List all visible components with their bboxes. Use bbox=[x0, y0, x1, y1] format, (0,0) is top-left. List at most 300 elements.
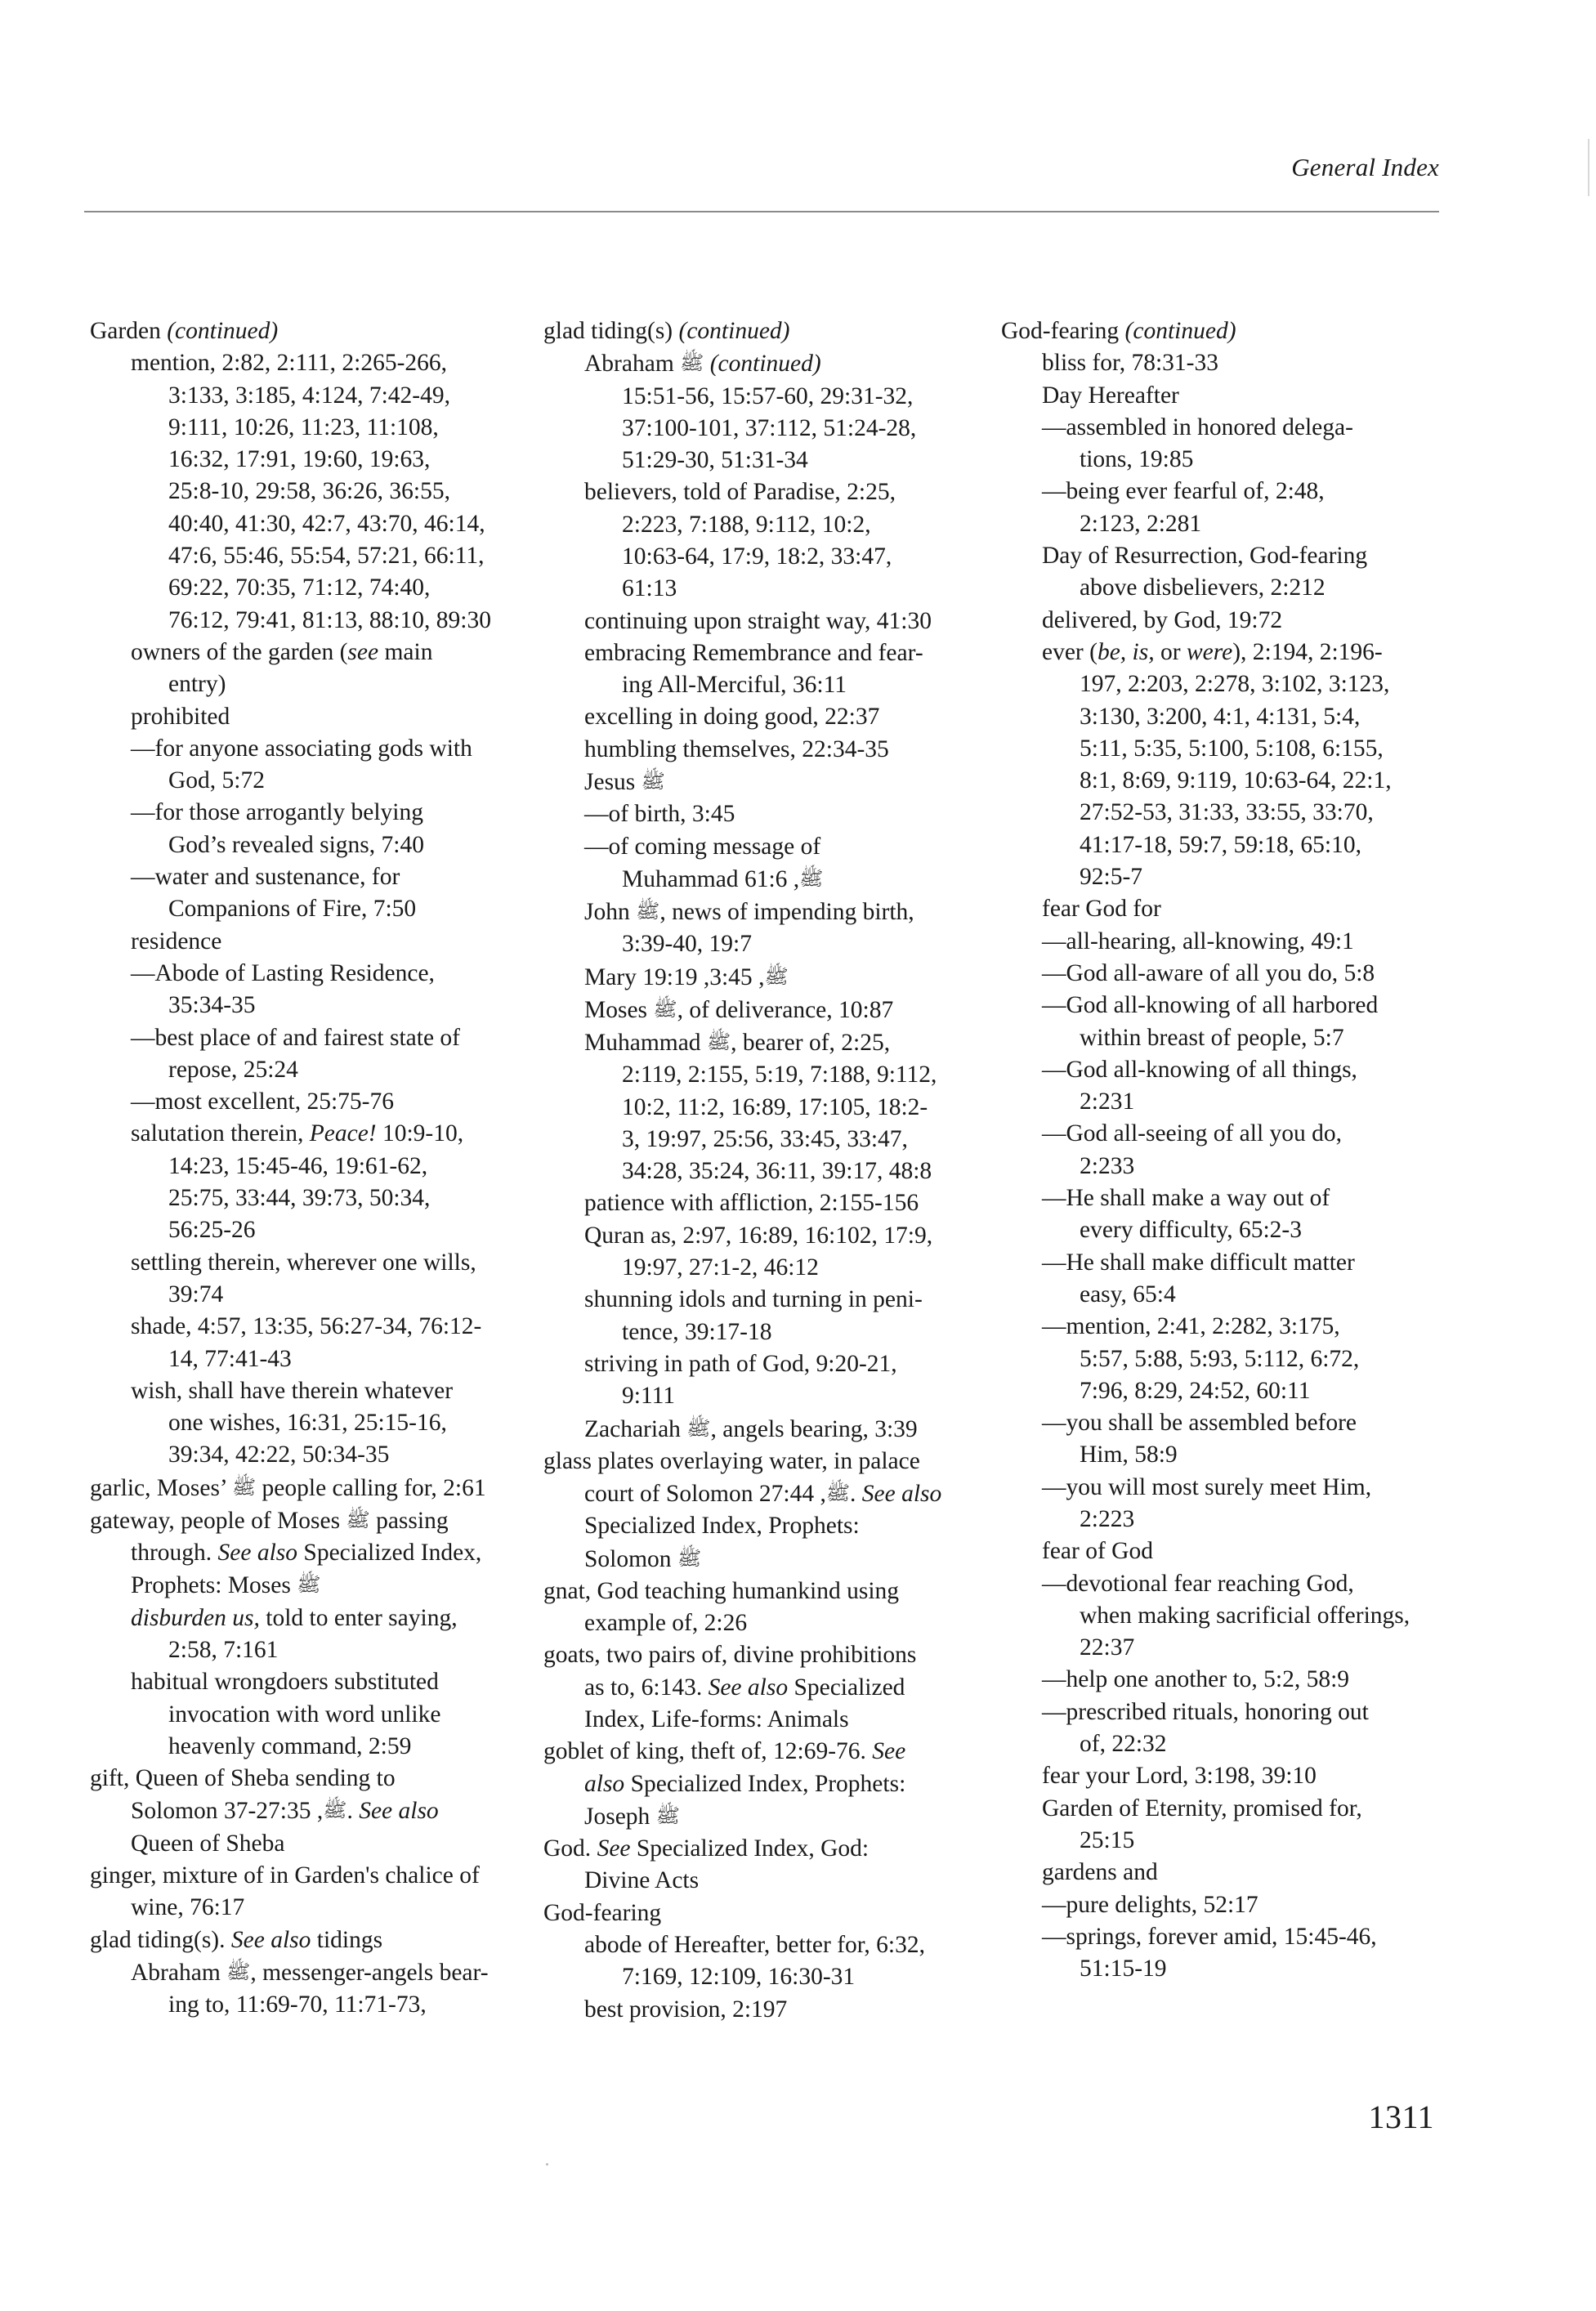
entry-text: Abraham bbox=[131, 1959, 227, 1986]
index-subentry bbox=[90, 1182, 535, 1214]
index-subentry bbox=[1001, 1535, 1446, 1567]
entry-text: , angels bearing, 3:39 bbox=[710, 1415, 918, 1442]
index-heading bbox=[543, 1446, 985, 1477]
entry-text: one wishes, 16:31, 25:15-16, bbox=[168, 1410, 447, 1437]
entry-text: —all-hearing, all-knowing, 49:1 bbox=[1042, 928, 1354, 954]
entry-text: shade, 4:57, 13:35, 56:27-34, 76:12- bbox=[131, 1313, 482, 1340]
entry-text: gnat, God teaching humankind using bbox=[543, 1577, 900, 1604]
italic-text: were bbox=[1186, 638, 1233, 665]
index-subentry bbox=[90, 1086, 535, 1118]
entry-text: —of birth, 3:45 bbox=[584, 801, 735, 828]
index-subentry bbox=[543, 573, 985, 605]
index-subentry bbox=[543, 1284, 985, 1316]
index-subentry bbox=[543, 961, 985, 994]
index-subentry bbox=[1001, 1439, 1446, 1471]
entry-text: , messenger-angels bear- bbox=[250, 1959, 489, 1986]
entry-text: 3, 19:97, 25:56, 33:45, 33:47, bbox=[622, 1125, 908, 1152]
italic-text: disburden us, bbox=[131, 1604, 260, 1631]
index-subentry bbox=[1001, 1407, 1446, 1439]
honorific-glyph: ﷺ bbox=[231, 1476, 257, 1499]
running-head: General Index bbox=[1291, 153, 1439, 181]
entry-text: of, 22:32 bbox=[1080, 1731, 1167, 1758]
index-subentry bbox=[543, 669, 985, 701]
entry-text: 10:9-10, bbox=[376, 1120, 464, 1147]
index-subentry bbox=[543, 766, 985, 798]
entry-text: God’s revealed signs, 7:40 bbox=[168, 831, 424, 858]
index-subentry bbox=[90, 1054, 535, 1086]
index-heading bbox=[90, 315, 535, 347]
index-subentry bbox=[543, 413, 985, 445]
index-subentry bbox=[90, 701, 535, 733]
entry-text: , 27:44. bbox=[758, 1480, 862, 1507]
index-subentry bbox=[543, 1865, 985, 1897]
entry-text: —most excellent, 25:75-76 bbox=[131, 1088, 394, 1115]
index-heading bbox=[543, 1833, 985, 1865]
entry-text: 7:169, 12:109, 16:30-31 bbox=[622, 1964, 856, 1991]
index-subentry bbox=[543, 381, 985, 413]
index-subentry bbox=[1001, 1375, 1446, 1407]
entry-text: excelling in doing good, 22:37 bbox=[584, 704, 880, 731]
entry-text: within breast of people, 5:7 bbox=[1080, 1024, 1344, 1051]
index-subentry bbox=[1001, 1664, 1446, 1696]
index-subentry bbox=[1001, 1311, 1446, 1343]
entry-text: prohibited bbox=[131, 703, 230, 730]
index-subentry bbox=[543, 1543, 985, 1576]
index-subentry bbox=[90, 508, 535, 540]
index-heading bbox=[90, 1860, 535, 1892]
entry-text: Muhammad bbox=[622, 865, 744, 892]
index-subentry bbox=[543, 476, 985, 508]
index-subentry bbox=[1001, 1472, 1446, 1504]
entry-text: Moses bbox=[584, 996, 654, 1023]
index-subentry bbox=[543, 831, 985, 863]
page-number: 1311 bbox=[1368, 2099, 1434, 2135]
index-heading bbox=[543, 1736, 985, 1768]
index-subentry bbox=[90, 1537, 535, 1569]
index-subentry bbox=[90, 605, 535, 637]
index-subentry bbox=[1001, 1825, 1446, 1857]
index-heading bbox=[90, 1504, 535, 1537]
entry-text: 5:57, 5:88, 5:93, 5:112, 6:72, bbox=[1080, 1345, 1360, 1372]
entry-text: 2:119, 2:155, 5:19, 7:188, 9:112, bbox=[622, 1062, 937, 1088]
index-subentry bbox=[543, 1220, 985, 1252]
index-subentry bbox=[90, 1828, 535, 1860]
index-subentry bbox=[1001, 380, 1446, 412]
index-subentry bbox=[90, 1731, 535, 1763]
index-subentry bbox=[1001, 1857, 1446, 1889]
entry-text: people calling for, 2:61 bbox=[256, 1474, 486, 1501]
entry-text: , news of impending birth, bbox=[659, 899, 914, 926]
entry-text: Specialized Index, bbox=[297, 1540, 482, 1567]
italic-text: (continued) bbox=[709, 351, 821, 378]
entry-text: 40:40, 41:30, 42:7, 43:70, 46:14, bbox=[168, 510, 485, 537]
entry-text: Specialized Index, Prophets: bbox=[584, 1513, 860, 1540]
entry-text: —help one another to, 5:2, 58:9 bbox=[1042, 1666, 1350, 1693]
index-subentry bbox=[543, 509, 985, 541]
index-subentry bbox=[1001, 1632, 1446, 1664]
entry-text: 15:51-56, 15:57-60, 29:31-32, bbox=[622, 382, 914, 409]
index-subentry bbox=[90, 1439, 535, 1471]
index-subentry bbox=[90, 572, 535, 604]
entry-text: 2:233 bbox=[1080, 1152, 1135, 1179]
entry-text: 25:75, 33:44, 39:73, 50:34, bbox=[168, 1185, 431, 1212]
index-subentry bbox=[90, 829, 535, 861]
entry-text: —being ever fearful of, 2:48, bbox=[1042, 478, 1325, 505]
index-subentry bbox=[1001, 1279, 1446, 1311]
entry-text: 3:130, 3:200, 4:1, 4:131, 5:4, bbox=[1080, 703, 1361, 730]
index-subentry bbox=[543, 734, 985, 766]
index-subentry bbox=[90, 380, 535, 412]
index-subentry bbox=[1001, 605, 1446, 637]
index-subentry bbox=[1001, 1118, 1446, 1150]
index-heading bbox=[543, 1576, 985, 1607]
entry-text: Day Hereafter bbox=[1042, 382, 1179, 409]
index-heading bbox=[1001, 315, 1446, 347]
italic-text: See also bbox=[708, 1674, 789, 1701]
index-subentry bbox=[90, 1375, 535, 1407]
entry-text: example of, 2:26 bbox=[584, 1610, 748, 1637]
index-subentry bbox=[1001, 926, 1446, 958]
entry-text: —of coming message of bbox=[584, 833, 821, 860]
index-subentry bbox=[543, 1672, 985, 1704]
entry-text: 37:100-101, 37:112, 51:24-28, bbox=[622, 414, 917, 441]
entry-text: gateway, people of Moses bbox=[90, 1507, 346, 1534]
honorific-glyph: ﷺ bbox=[641, 771, 665, 793]
index-subentry bbox=[90, 540, 535, 572]
index-subentry bbox=[90, 1892, 535, 1924]
index-subentry bbox=[90, 1279, 535, 1311]
entry-text: —God all-knowing of all things, bbox=[1042, 1056, 1357, 1083]
entry-text: , 61:6 bbox=[744, 865, 800, 892]
index-subentry bbox=[1001, 1568, 1446, 1600]
entry-text: 51:29-30, 51:31-34 bbox=[622, 447, 808, 474]
index-subentry bbox=[543, 637, 985, 669]
index-subentry bbox=[1001, 1343, 1446, 1375]
index-subentry bbox=[90, 668, 535, 700]
header-rule bbox=[84, 211, 1439, 212]
honorific-glyph: ﷺ bbox=[346, 1509, 370, 1531]
entry-text: ginger, mixture of in Garden's chalice of bbox=[90, 1862, 480, 1889]
entry-text: 39:34, 42:22, 50:34-35 bbox=[168, 1442, 390, 1468]
index-subentry bbox=[1001, 1247, 1446, 1279]
index-subentry bbox=[1001, 1760, 1446, 1792]
entry-text: when making sacrificial offerings, bbox=[1080, 1602, 1410, 1629]
honorific-glyph: ﷺ bbox=[636, 901, 660, 923]
entry-text: Specialized bbox=[788, 1674, 905, 1701]
index-subentry bbox=[543, 1348, 985, 1380]
entry-text: God-fearing bbox=[1001, 318, 1125, 344]
index-subentry bbox=[90, 1699, 535, 1731]
entry-text: 51:15-19 bbox=[1080, 1956, 1167, 1982]
index-subentry bbox=[90, 444, 535, 476]
entry-text: —devotional fear reaching God, bbox=[1042, 1570, 1354, 1597]
index-subentry bbox=[90, 1118, 535, 1150]
entry-text: 25:15 bbox=[1080, 1826, 1135, 1853]
entry-text: delivered, by God, 19:72 bbox=[1042, 606, 1283, 633]
entry-text: glad tiding(s). bbox=[90, 1926, 231, 1953]
entry-text: as to, 6:143. bbox=[584, 1674, 709, 1701]
index-subentry bbox=[1001, 412, 1446, 444]
index-subentry bbox=[90, 1666, 535, 1698]
entry-text: 34:28, 35:24, 36:11, 39:17, 48:8 bbox=[622, 1158, 932, 1185]
entry-text: —springs, forever amid, 15:45-46, bbox=[1042, 1923, 1377, 1950]
entry-text: gift, Queen of Sheba sending to bbox=[90, 1765, 396, 1792]
entry-text: fear of God bbox=[1042, 1538, 1153, 1565]
index-subentry bbox=[543, 1316, 985, 1348]
entry-text: , of deliverance, 10:87 bbox=[677, 996, 894, 1023]
entry-text: striving in path of God, 9:20-21, bbox=[584, 1350, 897, 1377]
index-subentry bbox=[1001, 1728, 1446, 1760]
entry-text: 92:5-7 bbox=[1080, 864, 1143, 891]
entry-text: , 27:35-37. bbox=[223, 1798, 360, 1825]
index-subentry bbox=[543, 1026, 985, 1059]
index-subentry bbox=[1001, 508, 1446, 540]
entry-text: 2:231 bbox=[1080, 1088, 1135, 1115]
entry-text: 2:223 bbox=[1080, 1505, 1135, 1532]
entry-text: —you shall be assembled before bbox=[1042, 1410, 1357, 1437]
entry-text: , 3:45, 19:19 bbox=[642, 963, 765, 990]
entry-text: Garden of Eternity, promised for, bbox=[1042, 1795, 1362, 1822]
entry-text: 35:34-35 bbox=[168, 992, 256, 1019]
entry-text bbox=[704, 351, 709, 377]
italic-text: See also bbox=[230, 1926, 311, 1953]
entry-text: best provision, 2:197 bbox=[584, 1996, 788, 2023]
entry-text: Solomon bbox=[131, 1798, 224, 1825]
italic-text: also bbox=[584, 1770, 625, 1797]
italic-text: Peace! bbox=[309, 1120, 377, 1147]
index-subentry bbox=[90, 1634, 535, 1666]
entry-text: 69:22, 70:35, 71:12, 74:40, bbox=[168, 574, 431, 601]
index-subentry bbox=[90, 1151, 535, 1182]
entry-text: ), 2:194, 2:196- bbox=[1232, 638, 1383, 665]
entry-text: garlic, Moses’ bbox=[90, 1474, 232, 1501]
honorific-glyph: ﷺ bbox=[764, 965, 789, 988]
entry-text: bliss for, 78:31-33 bbox=[1042, 350, 1218, 377]
index-subentry bbox=[543, 1768, 985, 1800]
entry-text: 14:23, 15:45-46, 19:61-62, bbox=[168, 1152, 428, 1179]
entry-text: mention, 2:82, 2:111, 2:265-266, bbox=[131, 350, 448, 377]
index-subentry bbox=[543, 606, 985, 637]
page-speck bbox=[546, 2163, 548, 2166]
index-subentry bbox=[90, 1214, 535, 1246]
index-column-1 bbox=[90, 315, 535, 2021]
entry-text: —mention, 2:41, 2:282, 3:175, bbox=[1042, 1313, 1340, 1340]
entry-text: believers, told of Paradise, 2:25, bbox=[584, 479, 896, 506]
index-subentry bbox=[1001, 1214, 1446, 1246]
entry-text: ing All-Merciful, 36:11 bbox=[622, 672, 847, 699]
index-subentry bbox=[1001, 476, 1446, 507]
italic-text: See bbox=[872, 1738, 906, 1765]
entry-text: tidings bbox=[311, 1926, 383, 1953]
entry-text: Queen of Sheba bbox=[131, 1830, 285, 1857]
index-subentry bbox=[90, 990, 535, 1021]
index-subentry bbox=[543, 1092, 985, 1124]
entry-text: glad tiding(s) bbox=[543, 318, 679, 344]
index-heading bbox=[543, 315, 985, 347]
italic-text: be, is, bbox=[1097, 638, 1155, 665]
entry-text: Mary bbox=[584, 963, 643, 990]
entry-text: 16:32, 17:91, 19:60, 19:63, bbox=[168, 446, 431, 473]
entry-text: settling therein, wherever one wills, bbox=[131, 1249, 476, 1276]
index-subentry bbox=[543, 1929, 985, 1961]
entry-text: 2:123, 2:281 bbox=[1080, 510, 1202, 537]
entry-text: 61:13 bbox=[622, 575, 677, 602]
index-subentry bbox=[1001, 637, 1446, 668]
index-subentry bbox=[543, 701, 985, 733]
index-subentry bbox=[543, 994, 985, 1026]
entry-text: God-fearing bbox=[543, 1899, 662, 1926]
index-subentry bbox=[543, 863, 985, 896]
entry-text: 2:223, 7:188, 9:112, 10:2, bbox=[622, 511, 871, 538]
index-subentry bbox=[543, 928, 985, 960]
honorific-glyph: ﷺ bbox=[825, 1482, 851, 1505]
index-subentry bbox=[90, 476, 535, 507]
index-subentry bbox=[543, 1187, 985, 1219]
entry-text: humbling themselves, 22:34-35 bbox=[584, 735, 889, 762]
index-subentry bbox=[1001, 958, 1446, 990]
honorific-glyph: ﷺ bbox=[653, 998, 677, 1021]
index-subentry bbox=[90, 893, 535, 925]
index-column-2 bbox=[543, 315, 985, 2026]
index-subentry bbox=[1001, 797, 1446, 829]
entry-text: abode of Hereafter, better for, 6:32, bbox=[584, 1931, 925, 1958]
entry-text: Companions of Fire, 7:50 bbox=[168, 896, 417, 923]
index-subentry bbox=[90, 1343, 535, 1375]
entry-text: —assembled in honored delega- bbox=[1042, 413, 1353, 440]
italic-text: See also bbox=[359, 1798, 439, 1825]
entry-text: —water and sustenance, for bbox=[131, 864, 400, 891]
index-subentry bbox=[543, 798, 985, 830]
entry-text: court of Solomon bbox=[584, 1480, 759, 1507]
entry-text: wine, 76:17 bbox=[131, 1894, 245, 1921]
index-subentry bbox=[543, 1477, 985, 1510]
entry-text: 8:1, 8:69, 9:119, 10:63-64, 22:1, bbox=[1080, 767, 1392, 794]
entry-text: God. bbox=[543, 1835, 597, 1862]
entry-text: owners of the garden ( bbox=[131, 638, 348, 665]
entry-text: Day of Resurrection, God-fearing bbox=[1042, 543, 1368, 570]
italic-text: (continued) bbox=[167, 318, 279, 344]
entry-text: easy, 65:4 bbox=[1080, 1281, 1176, 1307]
index-column-3 bbox=[1001, 315, 1446, 1985]
entry-text: Joseph bbox=[584, 1803, 656, 1830]
index-heading bbox=[543, 1639, 985, 1671]
index-subentry bbox=[90, 347, 535, 379]
entry-text: above disbelievers, 2:212 bbox=[1080, 574, 1326, 601]
italic-text: see bbox=[347, 638, 379, 665]
index-subentry bbox=[90, 1311, 535, 1343]
index-subentry bbox=[1001, 829, 1446, 861]
entry-text: 39:74 bbox=[168, 1281, 224, 1307]
entry-text: salutation therein, bbox=[131, 1120, 310, 1147]
index-subentry bbox=[543, 1156, 985, 1187]
index-subentry bbox=[90, 1956, 535, 1989]
honorific-glyph: ﷺ bbox=[655, 1804, 680, 1827]
honorific-glyph: ﷺ bbox=[799, 867, 824, 890]
entry-text: patience with affliction, 2:155-156 bbox=[584, 1190, 919, 1217]
index-subentry bbox=[1001, 1504, 1446, 1535]
entry-text: through. bbox=[131, 1540, 218, 1567]
entry-text: glass plates overlaying water, in palace bbox=[543, 1447, 920, 1474]
entry-text: 3:133, 3:185, 4:124, 7:42-49, bbox=[168, 382, 450, 409]
index-subentry bbox=[1001, 1086, 1446, 1118]
index-subentry bbox=[1001, 444, 1446, 476]
index-subentry bbox=[90, 797, 535, 829]
index-subentry bbox=[1001, 1953, 1446, 1985]
index-subentry bbox=[1001, 701, 1446, 733]
entry-text: entry) bbox=[168, 671, 226, 698]
entry-text: repose, 25:24 bbox=[168, 1056, 298, 1083]
entry-text: —He shall make difficult matter bbox=[1042, 1249, 1355, 1276]
entry-text: Divine Acts bbox=[584, 1867, 700, 1894]
entry-text: goats, two pairs of, divine prohibitions bbox=[543, 1642, 917, 1669]
index-subentry bbox=[1001, 668, 1446, 700]
entry-text: 27:52-53, 31:33, 33:55, 33:70, bbox=[1080, 799, 1374, 826]
honorific-glyph: ﷺ bbox=[677, 1547, 702, 1570]
entry-text: Specialized Index, Prophets: bbox=[624, 1770, 906, 1797]
index-subentry bbox=[1001, 1182, 1446, 1214]
index-subentry bbox=[90, 1247, 535, 1279]
entry-text: 19:97, 27:1-2, 46:12 bbox=[622, 1254, 819, 1281]
index-subentry bbox=[90, 958, 535, 990]
entry-text: —God all-seeing of all you do, bbox=[1042, 1120, 1343, 1147]
entry-text: invocation with word unlike bbox=[168, 1701, 441, 1728]
index-subentry bbox=[543, 896, 985, 928]
index-subentry bbox=[543, 445, 985, 476]
index-subentry bbox=[90, 1603, 535, 1634]
index-subentry bbox=[543, 1252, 985, 1284]
entry-text: —pure delights, 52:17 bbox=[1042, 1891, 1258, 1918]
entry-text: told to enter saying, bbox=[259, 1604, 458, 1631]
entry-text: 7:96, 8:29, 24:52, 60:11 bbox=[1080, 1377, 1311, 1404]
entry-text: ing to, 11:69-70, 11:71-73, bbox=[168, 1991, 427, 2018]
entry-text: residence bbox=[131, 928, 222, 954]
index-subentry bbox=[90, 765, 535, 797]
index-subentry bbox=[1001, 765, 1446, 797]
entry-text: —for those arrogantly belying bbox=[131, 799, 424, 826]
honorific-glyph: ﷺ bbox=[226, 1960, 251, 1983]
index-subentry bbox=[1001, 990, 1446, 1021]
entry-text: Solomon bbox=[584, 1545, 677, 1572]
index-subentry bbox=[1001, 861, 1446, 893]
entry-text: —God all-knowing of all harbored bbox=[1042, 992, 1379, 1019]
entry-text: —for anyone associating gods with bbox=[131, 735, 472, 762]
entry-text: heavenly command, 2:59 bbox=[168, 1732, 412, 1759]
index-heading bbox=[90, 1472, 535, 1504]
index-heading bbox=[90, 1924, 535, 1956]
entry-text: 5:11, 5:35, 5:100, 5:108, 6:155, bbox=[1080, 735, 1384, 762]
entry-text: Quran as, 2:97, 16:89, 16:102, 17:9, bbox=[584, 1222, 933, 1249]
index-subentry bbox=[543, 1800, 985, 1833]
index-subentry bbox=[90, 412, 535, 444]
entry-text: tence, 39:17-18 bbox=[622, 1318, 772, 1345]
index-subentry bbox=[543, 347, 985, 380]
index-subentry bbox=[1001, 1600, 1446, 1632]
entry-text: Abraham bbox=[584, 351, 681, 378]
entry-text: 9:111, 10:26, 11:23, 11:108, bbox=[168, 413, 439, 440]
entry-text: 76:12, 79:41, 81:13, 88:10, 89:30 bbox=[168, 606, 491, 633]
italic-text: (continued) bbox=[678, 318, 790, 344]
entry-text: Specialized Index, God: bbox=[630, 1835, 870, 1862]
index-subentry bbox=[90, 637, 535, 668]
entry-text: continuing upon straight way, 41:30 bbox=[584, 607, 932, 634]
italic-text: See also bbox=[217, 1540, 298, 1567]
entry-text: 3:39-40, 19:7 bbox=[622, 931, 752, 958]
entry-text: wish, shall have therein whatever bbox=[131, 1377, 454, 1404]
entry-text: ever ( bbox=[1042, 638, 1098, 665]
index-subentry bbox=[543, 1124, 985, 1156]
entry-text: Prophets: Moses bbox=[131, 1572, 297, 1599]
entry-text: 47:6, 55:46, 55:54, 57:21, 66:11, bbox=[168, 543, 485, 570]
